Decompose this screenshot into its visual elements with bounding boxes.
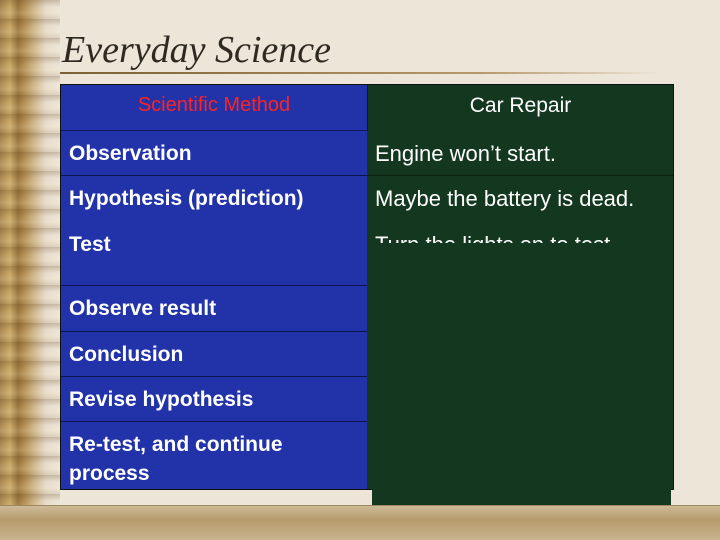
table-cell-left: Test	[61, 222, 367, 286]
header-cell-scientific-method	[61, 85, 367, 131]
reveal-mask	[372, 243, 671, 505]
bottom-bar	[0, 505, 720, 540]
table-cell-left: Observe result	[61, 286, 367, 332]
table-cell-left: Conclusion	[61, 332, 367, 377]
title-underline	[60, 72, 660, 74]
table-row	[61, 131, 673, 176]
table-row	[61, 176, 673, 222]
table-cell-left: Hypothesis (prediction)	[61, 176, 367, 222]
table-cell-left: Observation	[61, 131, 367, 176]
table-header-row	[61, 85, 673, 131]
slide-title: Everyday Science	[62, 29, 331, 71]
table-cell-right: Maybe the battery is dead.	[367, 176, 673, 222]
table-cell-left: Revise hypothesis	[61, 377, 367, 422]
header-label: Scientific Method	[137, 94, 291, 116]
table-cell-left: Re-test, and continue process	[61, 422, 367, 489]
wood-texture	[0, 0, 60, 540]
header-cell-car-repair	[367, 85, 673, 131]
table-cell-right: Engine won’t start.	[367, 131, 673, 176]
header-label: Car Repair	[469, 94, 572, 117]
